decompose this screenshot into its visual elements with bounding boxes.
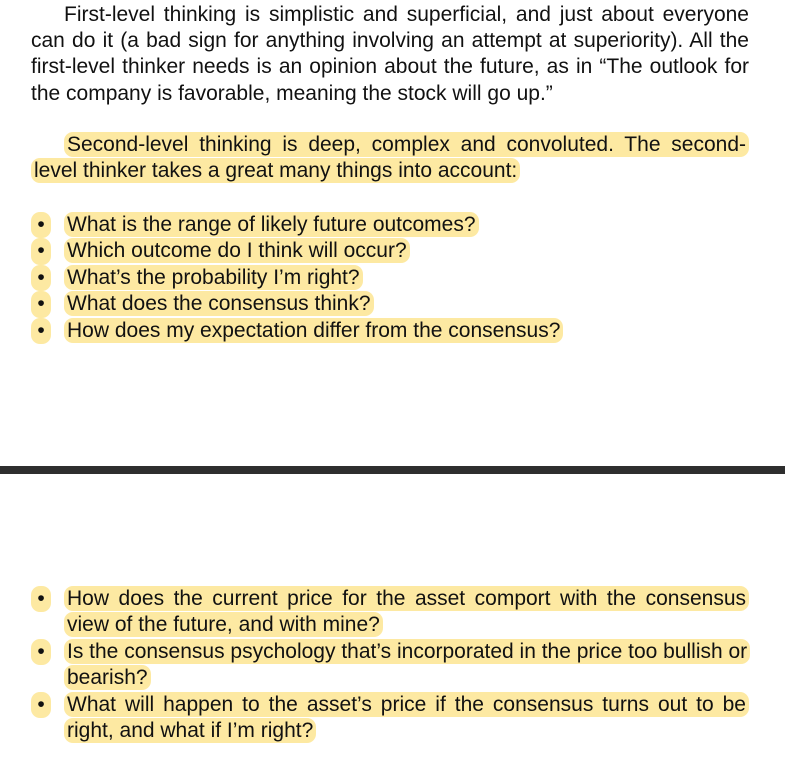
list-item: [31, 639, 749, 692]
bullet-icon: •: [31, 265, 51, 291]
question-list-top: [31, 212, 749, 344]
list-item: [31, 212, 749, 238]
bullet-icon: •: [31, 639, 51, 665]
paragraph-text: First-level thinking is simplistic and superficial, and just about everyone can do it (a bad sign for anything involving an attempt at superiority). All the first-level thinker needs is an opinion about the future, as in “The outlook for the company is favorable, meaning the stock will go up.”: [31, 3, 749, 105]
bullet-icon: •: [31, 238, 51, 264]
bullet-icon: •: [31, 586, 51, 612]
list-item-text: What is the range of likely future outcomes?: [64, 212, 479, 237]
list-item: [31, 265, 749, 291]
list-item-text: Which outcome do I think will occur?: [64, 238, 410, 263]
list-item-text: What’s the probability I’m right?: [64, 265, 363, 290]
bullet-icon: •: [31, 291, 51, 317]
page-bottom: [0, 474, 785, 765]
paragraph-first-level-thinking: [31, 2, 749, 107]
paragraph-second-level-thinking: [31, 132, 749, 184]
question-list-bottom: [31, 586, 749, 744]
list-item-text: How does my expectation differ from the consensus?: [64, 318, 563, 343]
list-item-text: Is the consensus psychology that’s incorporated in the price too bullish or bearish?: [64, 639, 750, 690]
list-item-text: What does the consensus think?: [64, 291, 374, 316]
bullet-icon: •: [31, 318, 51, 344]
list-item: [31, 586, 749, 639]
list-item: [31, 692, 749, 745]
page-break-divider: [0, 466, 785, 474]
list-item-text: How does the current price for the asset comport with the consensus view of the future, and with mine?: [64, 586, 749, 637]
list-item: [31, 318, 749, 344]
bullet-icon: •: [31, 212, 51, 238]
highlighted-text: Second-level thinking is deep, complex and convoluted. The second-level thinker takes a great many things into account:: [31, 132, 749, 183]
list-item-text: What will happen to the asset’s price if the consensus turns out to be right, and what if I’m right?: [64, 692, 749, 743]
bullet-icon: •: [31, 692, 51, 718]
list-item: [31, 238, 749, 264]
list-item: [31, 291, 749, 317]
